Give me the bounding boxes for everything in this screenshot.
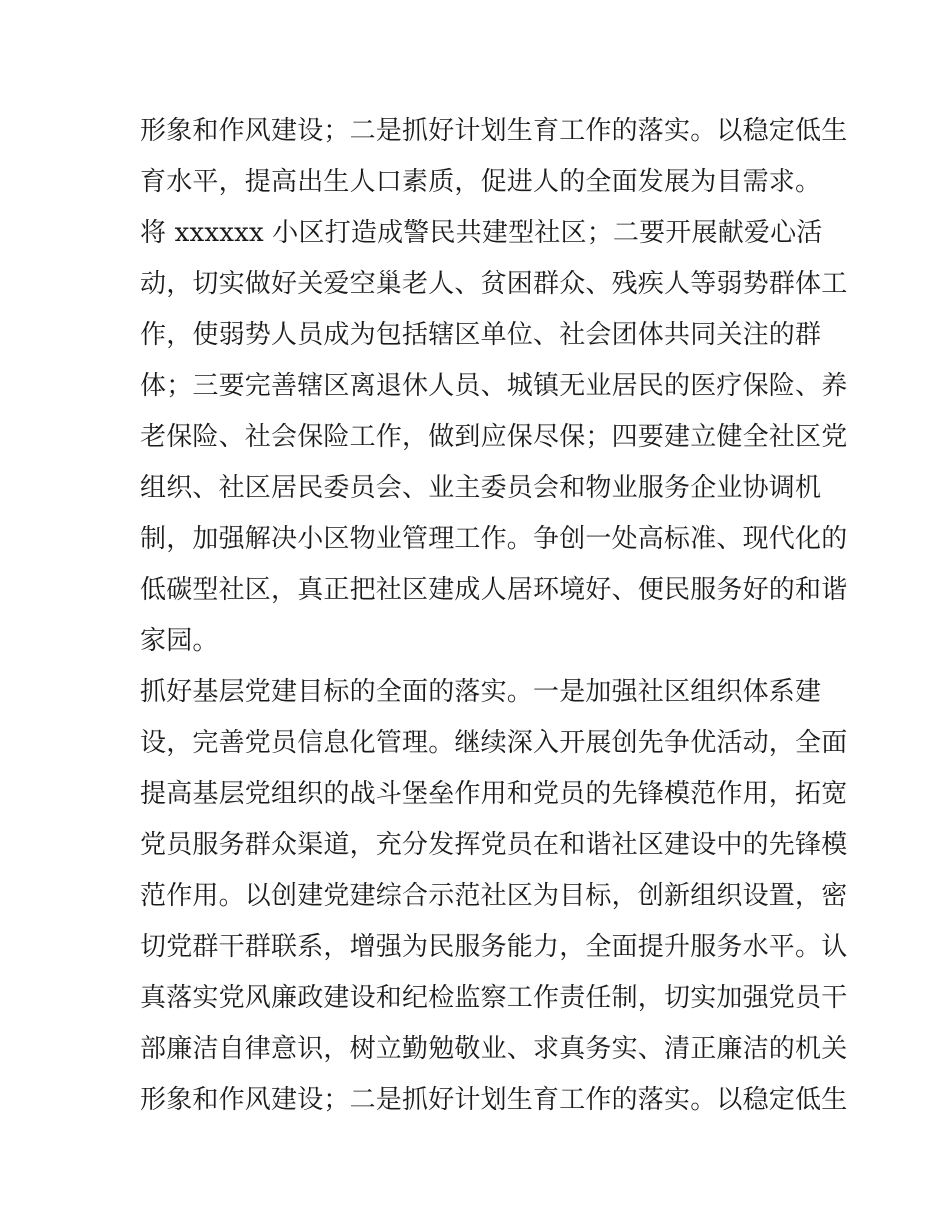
text-line-12: 抓好基层党建目标的全面的落实。一是加强社区组织体系建 xyxy=(140,677,822,707)
text-line-8: 组织、社区居民委员会、业主委员会和物业服务企业协调机 xyxy=(140,473,822,503)
text-line-18: 真落实党风廉政建设和纪检监察工作责任制，切实加强党员干 xyxy=(140,983,848,1013)
text-line-9: 制，加强解决小区物业管理工作。争创一处高标准、现代化的 xyxy=(140,524,848,554)
text-line-14: 提高基层党组织的战斗堡垒作用和党员的先锋模范作用，拓宽 xyxy=(140,779,848,809)
text-line-15: 党员服务群众渠道，充分发挥党员在和谐社区建设中的先锋模 xyxy=(140,830,848,860)
text-line-20: 形象和作风建设；二是抓好计划生育工作的落实。以稳定低生 xyxy=(140,1085,848,1115)
text-line-2: 育水平，提高出生人口素质，促进人的全面发展为目需求。 xyxy=(140,167,822,197)
text-line-19: 部廉洁自律意识，树立勤勉敬业、求真务实、清正廉洁的机关 xyxy=(140,1034,848,1064)
text-line-4: 动，切实做好关爱空巢老人、贫困群众、残疾人等弱势群体工 xyxy=(140,269,848,299)
text-line-6: 体；三要完善辖区离退休人员、城镇无业居民的医疗保险、养 xyxy=(140,371,848,401)
document-body xyxy=(140,106,848,1126)
text-line-10: 低碳型社区，真正把社区建成人居环境好、便民服务好的和谐 xyxy=(140,575,848,605)
text-line-11: 家园。 xyxy=(140,626,219,656)
text-line-17: 切党群干群联系，增强为民服务能力，全面提升服务水平。认 xyxy=(140,932,848,962)
text-line-7: 老保险、社会保险工作，做到应保尽保；四要建立健全社区党 xyxy=(140,422,848,452)
text-line-13: 设，完善党员信息化管理。继续深入开展创先争优活动，全面 xyxy=(140,728,848,758)
text-line-3: 将 xxxxxx 小区打造成警民共建型社区；二要开展献爱心活 xyxy=(140,218,823,248)
text-line-16: 范作用。以创建党建综合示范社区为目标，创新组织设置，密 xyxy=(140,881,848,911)
text-line-5: 作，使弱势人员成为包括辖区单位、社会团体共同关注的群 xyxy=(140,320,822,350)
text-line-1: 形象和作风建设；二是抓好计划生育工作的落实。以稳定低生 xyxy=(140,116,848,146)
